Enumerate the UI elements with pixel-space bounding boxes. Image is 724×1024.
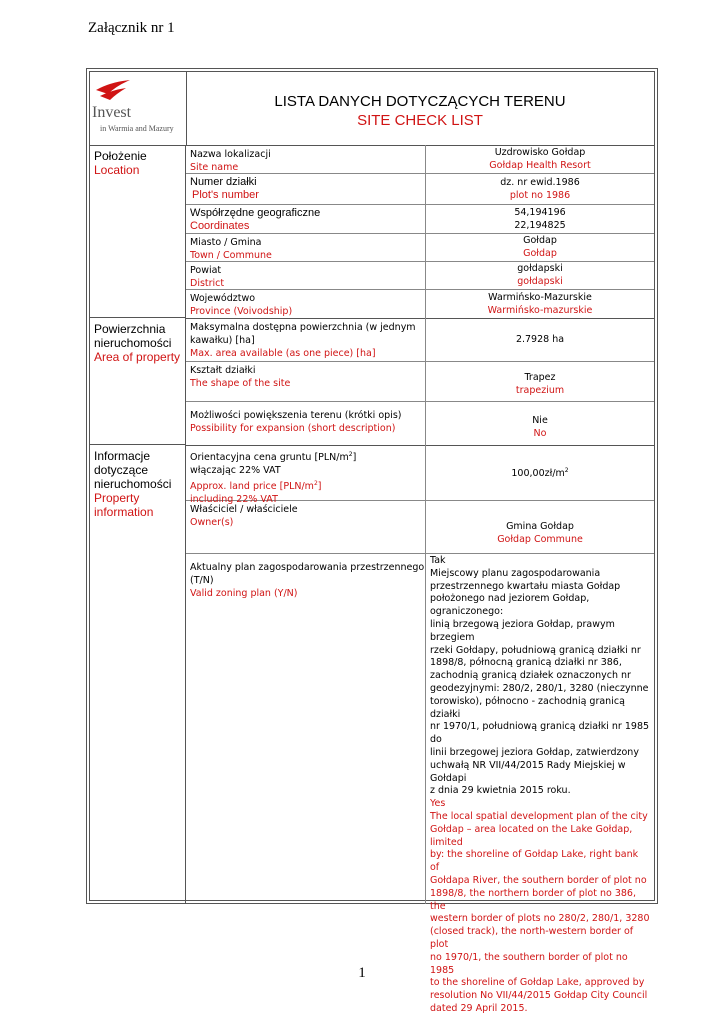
table-row [186,145,654,174]
land-price-label: Orientacyjna cena gruntu $[PLN/m^2]$ [190,451,357,464]
owner-value-en: Gołdap Commune [497,533,583,545]
expansion-label-en: Possibility for expansion (short description) [190,423,396,434]
district-label-en: District [190,278,225,289]
table-row [186,233,654,262]
location-label-en: Location [94,163,140,177]
district-value-en: gołdapski [517,276,563,287]
table-row [186,318,654,362]
title-english: SITE CHECK LIST [357,112,483,129]
zoning-en-line: (closed track), the north-western border of plot [430,926,634,950]
town-value: Gołdap [523,235,557,246]
zoning-pl-line: linii brzegowej jeziora Gołdap, zatwierdzony [430,746,639,758]
zoning-pl-line: geodezyjnymi: 280/2, 280/1, 3280 (nieczynne [430,682,649,694]
zoning-pl-line: Miejscowy planu zagospodarowania [430,567,601,579]
zoning-en-line: no 1970/1, the southern border of plot no 1985 [430,951,628,976]
zoning-pl-line: uchwałą NR VII/44/2015 Rady Miejskiej w Gołdapi [430,759,626,784]
province-value: Warmińsko-Mazurskie [488,291,592,303]
plot-number-label: Numer działki [190,176,257,188]
expansion-label: Możliwości powiększenia terenu (krótki opis) [190,410,402,421]
table-row [186,553,654,1014]
town-label-en: Town / Commune [190,250,272,261]
site-name-value: Uzdrowisko Gołdap [494,147,586,158]
zoning-label-en: Valid zoning plan (Y/N) [190,588,298,599]
invest-logo [90,72,187,145]
shape-value: Trapez [524,372,556,383]
shape-label-en: The shape of the site [190,378,291,389]
zoning-en-line: western border of plots no 280/2, 280/1, 3280 [430,913,650,925]
province-label-en: Province (Voivodship) [190,306,293,317]
site-check-list-table [86,68,658,1014]
table-row [186,401,654,445]
section-location [186,145,654,319]
land-price-label-en: Approx. land price $[PLN/m^2]$ [190,480,322,493]
zoning-pl-line: z dnia 29 kwietnia 2015 roku. [430,785,571,797]
table-header [90,72,654,146]
plot-number-value: dz. nr ewid.1986 [500,176,580,188]
district-label: Powiat [190,265,222,276]
zoning-label-1: Aktualny plan zagospodarowania przestrzennego [190,562,425,573]
owner-label: Właściciel / właściciele [190,504,298,515]
area-label-pl-1: Powierzchnia [94,322,166,336]
area-label-pl-2: nieruchomości [94,336,172,350]
zoning-plan-text [430,555,650,1016]
zoning-en-line: Gołdapa River, the southern border of plot no [430,874,647,886]
land-price-value: $100,00zł/m^2$ [511,467,569,480]
zoning-en-line: The local spatial development plan of the city [430,810,648,822]
zoning-en-line: Gołdap – area located on the Lake Gołdap, limited [430,823,633,848]
zoning-en-line: resolution No VII/44/2015 Gołdap City Council [430,990,648,1002]
table-row [186,500,654,554]
table-row [186,173,654,205]
town-value-en: Gołdap [523,248,557,259]
zoning-en-line: to the shoreline of Gołdap Lake, approved by [430,977,645,989]
section-property [186,445,654,1014]
property-label-pl-1: Informacje [94,449,151,463]
section-area [186,318,654,446]
logo-subtitle: in Warmia and Mazury [100,124,174,133]
province-value-en: Warmińsko-mazurskie [487,304,593,316]
table-row [186,289,654,318]
site-name-label: Nazwa lokalizacji [190,149,271,160]
property-label-en-2: information [94,505,154,519]
property-label-pl-3: nieruchomości [94,477,172,491]
town-label: Miasto / Gmina [190,237,262,248]
area-label-en: Area of property [94,350,181,364]
zoning-pl-line: 1898/8, północną granicą działki nr 386, [430,657,622,669]
zoning-en-line: 1898/8, the northern border of plot no 386, the [430,887,636,912]
zoning-pl-line: położonego nad jeziorem Gołdap, ograniczonego: [430,593,590,618]
expansion-value-en: No [533,428,547,439]
plot-number-value-en: plot no 1986 [509,189,571,201]
district-value: gołdapski [517,263,563,274]
longitude-value: 22,194825 [514,219,566,231]
zoning-en-line: Yes [430,798,446,810]
expansion-value: Nie [532,415,548,426]
zoning-pl-line: zachodnią granicą działek oznaczonych nr [430,670,631,682]
logo-word: Invest [92,104,132,121]
site-name-label-en: Site name [190,162,239,173]
coordinates-label: Współrzędne geograficzne [190,207,321,219]
property-label-pl-2: dotyczące [94,463,149,477]
zoning-label-2: (T/N) [190,575,214,586]
page-number: 1 [358,965,366,981]
max-area-value: 2.7928 ha [515,334,565,345]
plot-number-label-en: Plot's number [192,189,259,201]
site-name-value-en: Gołdap Health Resort [489,160,591,171]
zoning-pl-line: przestrzennego kwartału miasta Gołdap [430,580,621,592]
table-row [186,361,654,402]
annex-number: Załącznik nr 1 [88,20,175,36]
section-area-label [90,318,186,445]
max-area-label-2: kawałku) [ha] [190,335,255,346]
property-label-en-1: Property [94,491,140,505]
section-property-label [90,445,186,904]
shape-value-en: trapezium [515,385,565,396]
table-row [186,261,654,290]
zoning-pl-line: linią brzegową jeziora Gołdap, prawym brzegiem [430,618,615,643]
zoning-pl-line: rzeki Gołdapy, południową granicą działki nr [430,644,641,656]
shape-label: Kształt działki [190,365,256,376]
province-label: Województwo [190,293,256,304]
owner-value: Gmina Gołdap [506,520,574,532]
title-polish: LISTA DANYCH DOTYCZĄCYCH TERENU [274,93,566,110]
table-row [186,204,654,234]
section-location-label [90,145,186,318]
zoning-en-line: dated 29 April 2015. [430,1002,528,1014]
owner-label-en: Owner(s) [190,517,234,528]
table-row [186,445,654,506]
zoning-pl-line: torowisko), północno - zachodnią granicą działki [430,695,625,720]
coordinates-label-en: Coordinates [190,220,250,232]
land-price-vat: włączając 22% VAT [190,465,281,477]
land-price-vat-en: including 22% VAT [190,494,278,506]
max-area-label-en: Max. area available (as one piece) [ha] [190,348,376,359]
max-area-label-1: Maksymalna dostępna powierzchnia (w jednym [190,322,416,333]
location-label-pl: Położenie [94,149,147,163]
latitude-value: 54,194196 [514,206,566,218]
zoning-pl-line: nr 1970/1, południową granicą działki nr 1985 do [430,721,650,746]
zoning-en-line: by: the shoreline of Gołdap Lake, right bank of [430,849,639,874]
zoning-pl-line: Tak [430,555,446,566]
